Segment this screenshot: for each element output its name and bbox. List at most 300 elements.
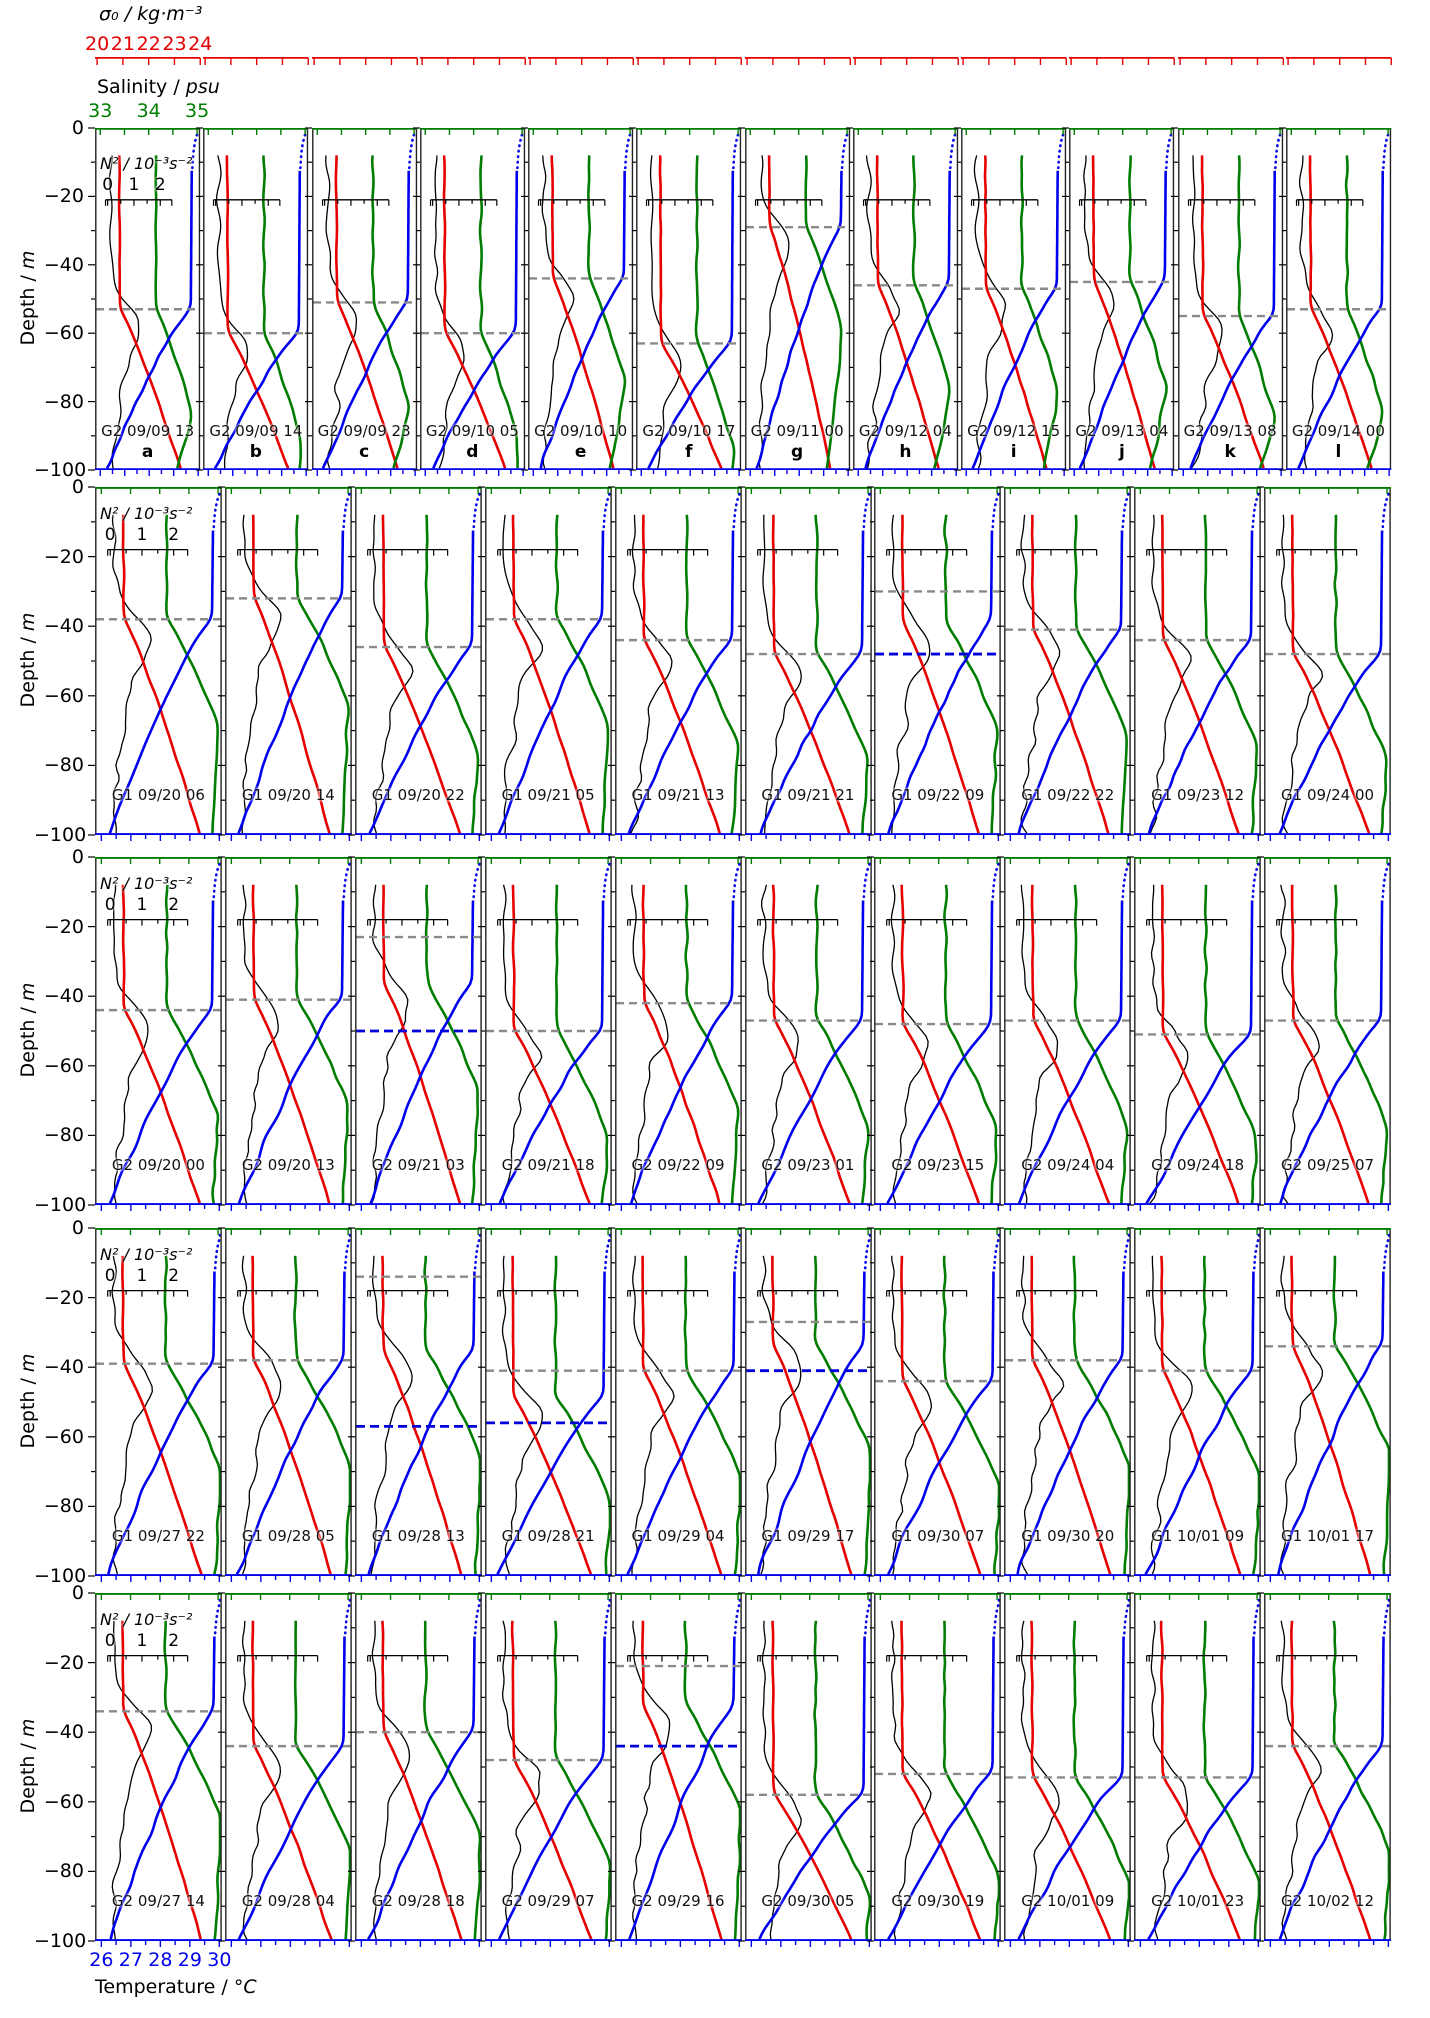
profile-panel (528, 128, 633, 470)
panel-letter: d (466, 441, 479, 462)
sigma0-axis (312, 57, 417, 69)
sigma0-header-axis (1069, 57, 1174, 69)
panel-plot (225, 1593, 352, 1941)
salinity-axis-title (97, 76, 220, 98)
profile-panel (355, 1593, 482, 1941)
temperature-curve-surface-dotted (473, 494, 479, 530)
panel-plot (853, 128, 958, 470)
depth-axis-title (17, 1301, 39, 1501)
n2-tick-label: 0 (102, 174, 114, 195)
panel-plot (485, 1228, 612, 1576)
profile-panel (95, 128, 200, 470)
panel-plot (312, 128, 417, 470)
panel-letter: i (1010, 441, 1017, 462)
n2-axis-title: N² / 10⁻³s⁻² (100, 503, 193, 523)
sigma0-header-axis (745, 57, 850, 69)
profile-panel (961, 128, 1066, 470)
profile-panel (615, 487, 742, 835)
salinity-axis-unit: psu (185, 76, 220, 98)
profile-panel (1134, 857, 1261, 1205)
profile-panel (203, 128, 308, 470)
temperature-curve-surface-dotted (473, 864, 479, 900)
n2-tick-label: 1 (136, 524, 148, 545)
temperature-curve-surface-dotted (842, 135, 847, 171)
sigma0-axis (1178, 57, 1283, 69)
profile-panel (853, 128, 958, 470)
panel-timestamp-label: G2 09/10 17 (642, 421, 736, 440)
depth-tick-label: −40 (43, 985, 84, 1008)
depth-tick-label: −100 (34, 1194, 87, 1216)
sigma0-axis (961, 57, 1066, 69)
panel-plot (745, 128, 850, 470)
panel-timestamp-label: G2 09/28 18 (371, 1891, 465, 1910)
n2-tick-label: 2 (168, 1630, 180, 1651)
depth-tick-label: −20 (43, 1286, 84, 1309)
sigma0-header-axis (636, 57, 741, 69)
temperature-curve-surface-dotted (1253, 864, 1259, 900)
sigma0-axis (420, 57, 525, 69)
temperature-curve-surface-dotted (603, 864, 609, 900)
panel-timestamp-label: G2 10/01 23 (1151, 1891, 1245, 1910)
profile-panel (95, 487, 222, 835)
depth-tick-label: 0 (71, 476, 84, 498)
panel-timestamp-label: G2 09/29 16 (631, 1891, 725, 1910)
temperature-tick-label: 27 (118, 1949, 143, 1971)
panel-timestamp-label: G1 09/29 04 (631, 1526, 725, 1545)
temperature-curve-surface-dotted (214, 864, 220, 900)
panel-plot (355, 857, 482, 1205)
profile-panel (636, 128, 741, 470)
profile-panel (1004, 1228, 1131, 1576)
temperature-curve-surface-dotted (1383, 135, 1388, 171)
panel-plot (1004, 857, 1131, 1205)
temperature-curve-surface-dotted (343, 494, 349, 530)
temperature-tick-label: 30 (207, 1949, 232, 1971)
depth-tick-label: −60 (43, 1054, 84, 1077)
temperature-curve-surface-dotted (1124, 1235, 1129, 1271)
panel-timestamp-label: G2 09/13 08 (1183, 421, 1277, 440)
sigma0-header-axis (95, 57, 200, 69)
salinity-tick-label: 33 (88, 100, 113, 122)
sigma0-axis-title: σ₀ / kg·m⁻³ (99, 3, 203, 25)
temperature-curve-surface-dotted (734, 135, 739, 171)
sigma0-tick-label: 21 (110, 33, 135, 55)
temperature-curve-surface-dotted (733, 494, 739, 530)
panel-plot (1134, 857, 1261, 1205)
panel-plot (874, 1593, 1001, 1941)
temperature-curve-surface-dotted (1123, 864, 1129, 900)
panel-plot (355, 1228, 482, 1576)
depth-tick-label: −60 (43, 1425, 84, 1448)
temperature-curve-surface-dotted (1384, 1235, 1389, 1271)
depth-axis-sep: / (17, 1372, 39, 1391)
profile-panel (1134, 1228, 1261, 1576)
panel-timestamp-label: G1 09/21 05 (501, 785, 595, 804)
temperature-curve-surface-dotted (214, 494, 220, 530)
panel-plot (485, 1593, 612, 1941)
depth-tick-label: −20 (43, 1651, 84, 1674)
temperature-curve-surface-dotted (605, 1235, 610, 1271)
depth-tick-label: 0 (71, 1217, 84, 1239)
panel-timestamp-label: G2 09/10 05 (425, 421, 519, 440)
temperature-curve-surface-dotted (1275, 135, 1280, 171)
temperature-tick-label: 29 (177, 1949, 202, 1971)
temperature-curve-surface-dotted (735, 1235, 740, 1271)
salinity-axis-name: Salinity (97, 76, 168, 98)
panel-plot (1134, 487, 1261, 835)
temperature-curve-surface-dotted (863, 494, 869, 530)
profile-panel (1004, 487, 1131, 835)
depth-axis-name: Depth (17, 1019, 39, 1078)
depth-axis-unit: m (17, 982, 39, 1002)
panel-letter: a (141, 441, 154, 462)
profile-panel (355, 857, 482, 1205)
temperature-curve-surface-dotted (192, 135, 197, 171)
temperature-curve-surface-dotted (735, 1600, 740, 1636)
profile-panel (1264, 487, 1391, 835)
panel-plot (745, 857, 872, 1205)
temperature-axis-sep: / (215, 1976, 234, 1998)
n2-axis-title: N² / 10⁻³s⁻² (100, 873, 193, 893)
depth-tick-label: −100 (34, 1565, 87, 1587)
profile-panel (1178, 128, 1283, 470)
profile-panel (745, 1593, 872, 1941)
panel-plot (1004, 1228, 1131, 1576)
panel-timestamp-label: G1 09/30 20 (1021, 1526, 1115, 1545)
profile-panel (1004, 1593, 1131, 1941)
panel-letter: c (359, 441, 370, 462)
temperature-curve-surface-dotted (1384, 1600, 1389, 1636)
panel-plot (420, 128, 525, 470)
temperature-curve-surface-dotted (215, 1600, 220, 1636)
profile-panel (485, 1228, 612, 1576)
panel-timestamp-label: G2 09/22 09 (631, 1155, 725, 1174)
profile-panel (745, 857, 872, 1205)
depth-tick-label: −40 (43, 1356, 84, 1379)
temperature-curve-surface-dotted (1383, 864, 1389, 900)
panel-timestamp-label: G1 09/20 22 (371, 785, 465, 804)
depth-tick-label: −80 (43, 1495, 84, 1518)
panel-letter: g (791, 441, 804, 462)
n2-tick-label: 2 (168, 894, 180, 915)
profile-panel (1264, 1228, 1391, 1576)
depth-axis-name: Depth (17, 287, 39, 346)
depth-axis-name: Depth (17, 1755, 39, 1814)
profile-panel (355, 487, 482, 835)
panel-timestamp-label: G2 09/23 15 (891, 1155, 985, 1174)
profile-panel (485, 1593, 612, 1941)
temperature-curve-surface-dotted (1253, 494, 1259, 530)
panel-plot (874, 487, 1001, 835)
sigma0-header-axis (420, 57, 525, 69)
panel-timestamp-label: G1 09/22 22 (1021, 785, 1115, 804)
sigma0-axis (1069, 57, 1174, 69)
sigma0-header-axis (1178, 57, 1283, 69)
panel-timestamp-label: G1 09/27 22 (111, 1526, 205, 1545)
temperature-curve-surface-dotted (1058, 135, 1063, 171)
temperature-curve-surface-dotted (1124, 1600, 1129, 1636)
depth-tick-label: −40 (43, 615, 84, 638)
n2-tick-label: 1 (136, 1265, 148, 1286)
panel-plot (355, 487, 482, 835)
sigma0-header-axis (853, 57, 958, 69)
profile-panel (1286, 128, 1391, 470)
temperature-curve-surface-dotted (993, 494, 999, 530)
panel-plot (636, 128, 741, 470)
panel-letter: e (574, 441, 587, 462)
profile-panel (225, 857, 352, 1205)
depth-tick-label: −40 (43, 253, 84, 276)
sigma0-axis (1286, 57, 1391, 69)
n2-tick-label: 1 (136, 894, 148, 915)
profile-panel (874, 1228, 1001, 1576)
panel-timestamp-label: G2 09/13 04 (1075, 421, 1169, 440)
panel-plot (1178, 128, 1283, 470)
temperature-curve-surface-dotted (733, 864, 739, 900)
n2-tick-label: 1 (136, 1630, 148, 1651)
panel-plot (355, 1593, 482, 1941)
sigma0-tick-label: 20 (85, 33, 110, 55)
panel-plot (615, 1593, 742, 1941)
panel-letter: f (685, 441, 693, 462)
panel-timestamp-label: G2 09/24 18 (1151, 1155, 1245, 1174)
profile-panel (1134, 487, 1261, 835)
n2-tick-label: 2 (168, 1265, 180, 1286)
panel-timestamp-label: G2 10/01 09 (1021, 1891, 1115, 1910)
sigma0-axis (203, 57, 308, 69)
panel-plot (961, 128, 1066, 470)
temperature-curve-surface-dotted (517, 135, 522, 171)
depth-tick-label: −80 (43, 1860, 84, 1883)
panel-timestamp-label: G2 09/21 18 (501, 1155, 595, 1174)
panel-letter: l (1335, 441, 1342, 462)
profile-panel (874, 857, 1001, 1205)
panel-plot (485, 857, 612, 1205)
panel-timestamp-label: G2 09/12 15 (967, 421, 1061, 440)
n2-tick-label: 0 (104, 894, 116, 915)
temperature-curve-surface-dotted (215, 1235, 220, 1271)
profile-panel (95, 1228, 222, 1576)
depth-tick-label: −60 (43, 322, 84, 345)
depth-tick-label: 0 (71, 846, 84, 868)
profile-panel (874, 487, 1001, 835)
panel-timestamp-label: G1 10/01 17 (1281, 1526, 1375, 1545)
temperature-tick-label: 26 (89, 1949, 114, 1971)
depth-axis-title (17, 560, 39, 760)
panel-timestamp-label: G2 09/11 00 (750, 421, 844, 440)
panel-timestamp-label: G2 09/12 04 (858, 421, 952, 440)
panel-timestamp-label: G2 09/24 04 (1021, 1155, 1115, 1174)
profile-panel (874, 1593, 1001, 1941)
profile-panel (615, 1593, 742, 1941)
temperature-axis-title (95, 1976, 257, 1998)
panel-timestamp-label: G2 09/10 10 (534, 421, 628, 440)
panel-timestamp-label: G1 09/28 05 (241, 1526, 335, 1545)
n2-axis-title: N² / 10⁻³s⁻² (100, 1244, 193, 1264)
profile-panel (1264, 857, 1391, 1205)
profile-panel (225, 1593, 352, 1941)
depth-axis-unit: m (17, 1718, 39, 1738)
panel-plot (1134, 1593, 1261, 1941)
profile-panel (225, 487, 352, 835)
panel-plot (225, 487, 352, 835)
depth-axis-name: Depth (17, 649, 39, 708)
profile-panel (420, 128, 525, 470)
panel-timestamp-label: G2 09/28 04 (241, 1891, 335, 1910)
depth-tick-label: −60 (43, 1790, 84, 1813)
profile-panel (745, 1228, 872, 1576)
panel-timestamp-label: G1 09/21 21 (761, 785, 855, 804)
temperature-curve-surface-dotted (864, 1235, 869, 1271)
panel-plot (1264, 857, 1391, 1205)
panel-timestamp-label: G2 09/21 03 (371, 1155, 465, 1174)
profile-panel (485, 487, 612, 835)
temperature-curve-surface-dotted (343, 864, 349, 900)
panel-letter: j (1118, 441, 1125, 462)
depth-tick-label: −60 (43, 684, 84, 707)
panel-plot (203, 128, 308, 470)
panel-timestamp-label: G2 09/29 07 (501, 1891, 595, 1910)
panel-timestamp-label: G1 09/28 21 (501, 1526, 595, 1545)
panel-timestamp-label: G2 09/30 05 (761, 1891, 855, 1910)
depth-tick-label: −40 (43, 1721, 84, 1744)
depth-tick-label: −100 (34, 1930, 87, 1952)
temperature-tick-label: 28 (148, 1949, 173, 1971)
panel-letter: k (1224, 441, 1236, 462)
depth-tick-label: −100 (34, 459, 87, 481)
n2-tick-label: 1 (128, 174, 140, 195)
profile-panel (1264, 1593, 1391, 1941)
n2-tick-label: 0 (104, 1630, 116, 1651)
temperature-axis-unit: °C (233, 1976, 257, 1998)
panel-timestamp-label: G2 09/09 13 (101, 421, 195, 440)
panel-plot (1264, 1593, 1391, 1941)
depth-tick-label: −20 (43, 915, 84, 938)
temperature-curve-surface-dotted (625, 135, 630, 171)
panel-plot (745, 1228, 872, 1576)
panel-timestamp-label: G2 09/09 23 (317, 421, 411, 440)
depth-axis-sep: / (17, 631, 39, 650)
temperature-curve-surface-dotted (475, 1235, 480, 1271)
profile-panel (615, 857, 742, 1205)
profile-panel (1069, 128, 1174, 470)
depth-tick-label: −20 (43, 185, 84, 208)
temperature-curve-surface-dotted (994, 1235, 999, 1271)
temperature-curve-surface-dotted (950, 135, 955, 171)
panel-timestamp-label: G1 09/20 14 (241, 785, 335, 804)
panel-timestamp-label: G2 10/02 12 (1281, 1891, 1375, 1910)
temperature-curve-surface-dotted (1166, 135, 1171, 171)
sigma0-axis (636, 57, 741, 69)
sigma0-header-axis (203, 57, 308, 69)
temperature-curve-surface-dotted (301, 135, 306, 171)
profile-panel (95, 857, 222, 1205)
profile-panel (745, 128, 850, 470)
panel-plot (1004, 487, 1131, 835)
panel-timestamp-label: G2 09/27 14 (111, 1891, 205, 1910)
panel-plot (615, 487, 742, 835)
sigma0-tick-label: 24 (188, 33, 213, 55)
profile-panel (615, 1228, 742, 1576)
sigma0-header-axis (528, 57, 633, 69)
panel-timestamp-label: G2 09/20 00 (111, 1155, 205, 1174)
panel-timestamp-label: G2 09/09 14 (209, 421, 303, 440)
temperature-curve-surface-dotted (605, 1600, 610, 1636)
temperature-curve-surface-dotted (409, 135, 414, 171)
depth-axis-unit: m (17, 250, 39, 270)
n2-tick-label: 2 (154, 174, 166, 195)
temperature-curve-surface-dotted (1123, 494, 1129, 530)
panel-plot (1264, 487, 1391, 835)
n2-tick-label: 0 (104, 1265, 116, 1286)
sigma0-tick-label: 22 (136, 33, 161, 55)
salinity-tick-label: 35 (184, 100, 210, 122)
depth-axis-title (17, 930, 39, 1130)
n2-tick-label: 2 (168, 524, 180, 545)
panel-plot (615, 1228, 742, 1576)
panel-timestamp-label: G1 09/29 17 (761, 1526, 855, 1545)
panel-letter: h (899, 441, 912, 462)
sigma0-header-axis (312, 57, 417, 69)
panel-timestamp-label: G2 09/20 13 (241, 1155, 335, 1174)
sigma0-axis (95, 57, 200, 69)
sigma0-axis (528, 57, 633, 69)
panel-plot (1134, 1228, 1261, 1576)
sigma0-header-axis (961, 57, 1066, 69)
panel-plot (745, 487, 872, 835)
profile-panel (95, 1593, 222, 1941)
profile-panel (1134, 1593, 1261, 1941)
sigma0-header-axis (1286, 57, 1391, 69)
sigma0-tick-label: 23 (162, 33, 187, 55)
n2-axis-title: N² / 10⁻³s⁻² (100, 153, 193, 173)
panel-plot (528, 128, 633, 470)
salinity-axis-sep: / (167, 76, 186, 98)
profile-panel (745, 487, 872, 835)
panel-timestamp-label: G1 09/22 09 (891, 785, 985, 804)
depth-axis-sep: / (17, 269, 39, 288)
panel-timestamp-label: G2 09/25 07 (1281, 1155, 1375, 1174)
temperature-curve-surface-dotted (993, 864, 999, 900)
panel-plot (225, 1228, 352, 1576)
sigma0-axis (853, 57, 958, 69)
depth-axis-title (17, 1666, 39, 1866)
sigma0-axis (745, 57, 850, 69)
panel-plot (874, 857, 1001, 1205)
n2-tick-label: 0 (104, 524, 116, 545)
panel-plot (1004, 1593, 1131, 1941)
panel-timestamp-label: G2 09/23 01 (761, 1155, 855, 1174)
temperature-curve-surface-dotted (1254, 1235, 1259, 1271)
panel-timestamp-label: G1 09/24 00 (1281, 785, 1375, 804)
panel-plot (225, 857, 352, 1205)
panel-plot (485, 487, 612, 835)
depth-axis-sep: / (17, 1001, 39, 1020)
panel-plot (874, 1228, 1001, 1576)
panel-timestamp-label: G1 09/23 12 (1151, 785, 1245, 804)
profile-panel (355, 1228, 482, 1576)
n2-axis-title: N² / 10⁻³s⁻² (100, 1609, 193, 1629)
temperature-curve-surface-dotted (345, 1600, 350, 1636)
temperature-curve-surface-dotted (1383, 494, 1389, 530)
temperature-curve-surface-dotted (863, 864, 869, 900)
temperature-curve-surface-dotted (345, 1235, 350, 1271)
salinity-tick-label: 34 (136, 100, 161, 122)
depth-axis-unit: m (17, 1353, 39, 1373)
depth-tick-label: 0 (71, 1582, 84, 1604)
temperature-curve-surface-dotted (995, 1600, 1000, 1636)
temperature-curve-surface-dotted (475, 1600, 480, 1636)
